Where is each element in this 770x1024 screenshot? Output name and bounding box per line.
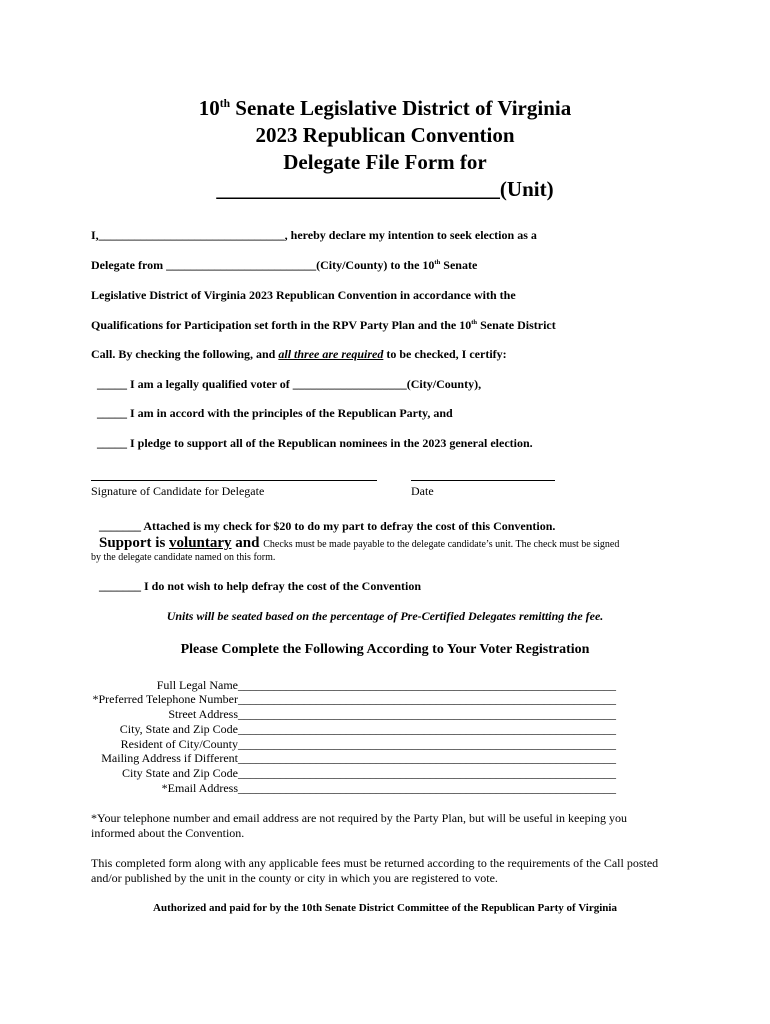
- full-legal-name-label: Full Legal Name: [156, 678, 238, 692]
- title-number: 10: [198, 96, 220, 120]
- title-district: Senate Legislative District of Virginia: [230, 96, 572, 120]
- city-state-zip-field[interactable]: _______________________________________________________________: [238, 722, 616, 736]
- mailing-city-field[interactable]: _______________________________________________________________: [238, 766, 616, 780]
- mailing-address-field[interactable]: _______________________________________________________________: [238, 751, 616, 765]
- street-address-label: Street Address: [168, 707, 238, 721]
- email-field[interactable]: _______________________________________________________________: [238, 781, 616, 795]
- certify-text: to be checked, I certify:: [383, 347, 507, 361]
- qualifications-text: Qualifications for Participation set forth in the RPV Party Plan and the 10: [91, 318, 472, 332]
- sup-th: th: [471, 319, 478, 326]
- check-attached-line[interactable]: _______ Attached is my check for $20 to do my part to defray the cost of this Convention.: [99, 519, 556, 533]
- email-label: *Email Address: [161, 781, 238, 795]
- delegate-from-text: Delegate from _________________________(City/County) to the 10: [91, 258, 435, 272]
- resident-label: Resident of City/County: [120, 737, 238, 751]
- return-instructions: This completed form along with any applicable fees must be returned according to the requirements of the Call posted and/or published by the unit in the county or city in which you are registered to vote.: [91, 856, 659, 885]
- declaration-line-4: [91, 318, 556, 333]
- resident-field[interactable]: _______________________________________________________________: [238, 737, 616, 751]
- seating-note: Units will be seated based on the percentage of Pre-Certified Delegates remitting the fee.: [166, 609, 604, 623]
- checks-note: Checks must be made payable to the delegate candidate’s unit. The check must be signed: [263, 539, 620, 550]
- unit-blank[interactable]: ___________________________: [216, 177, 500, 201]
- title-line-3: Delegate File Form for: [283, 150, 487, 174]
- city-state-zip-label: City, State and Zip Code: [119, 722, 238, 736]
- title-line-4: [0, 176, 770, 203]
- authorized-by: Authorized and paid for by the 10th Senate District Committee of the Republican Party of Virginia: [153, 902, 617, 914]
- declaration-line-3: Legislative District of Virginia 2023 Republican Convention in accordance with the: [91, 288, 516, 302]
- telephone-label: *Preferred Telephone Number: [92, 692, 238, 706]
- sup-th: th: [434, 259, 441, 266]
- certification-voter[interactable]: _____ I am a legally qualified voter of ___________________(City/County),: [97, 377, 482, 391]
- senate-district-text: Senate District: [477, 318, 556, 332]
- telephone-field[interactable]: _______________________________________________________________: [238, 692, 616, 706]
- signature-label: Signature of Candidate for Delegate: [91, 484, 265, 498]
- date-label: Date: [411, 484, 434, 498]
- certification-pledge[interactable]: _____ I pledge to support all of the Republican nominees in the 2023 general election.: [97, 436, 533, 450]
- optional-fields-note: *Your telephone number and email address are not required by the Party Plan, but will be useful in keeping you informed about the Convention.: [91, 811, 627, 840]
- title-line-1: [0, 95, 770, 122]
- title-sup: th: [219, 98, 231, 110]
- decline-fee-line[interactable]: _______ I do not wish to help defray the cost of the Convention: [99, 579, 422, 593]
- required-emphasis: all three are required: [278, 347, 384, 361]
- declaration-line-5: [91, 347, 507, 362]
- full-legal-name-field[interactable]: _______________________________________________________________: [238, 678, 616, 692]
- declaration-line-2[interactable]: [91, 258, 477, 273]
- call-text: Call. By checking the following, and: [91, 347, 279, 361]
- registration-heading: Please Complete the Following According to Your Voter Registration: [180, 642, 590, 657]
- date-line[interactable]: [411, 480, 555, 481]
- and-word: and: [231, 535, 264, 551]
- street-address-field[interactable]: _______________________________________________________________: [238, 707, 616, 721]
- support-word: Support is: [99, 535, 170, 551]
- checks-note-cont: by the delegate candidate named on this form.: [91, 552, 276, 563]
- certification-principles[interactable]: _____ I am in accord with the principles of the Republican Party, and: [97, 406, 453, 420]
- voluntary-word: voluntary: [169, 535, 232, 551]
- unit-label: (Unit): [499, 177, 554, 201]
- senate-text: Senate: [440, 258, 478, 272]
- mailing-address-label: Mailing Address if Different: [101, 751, 238, 765]
- title-line-2: 2023 Republican Convention: [255, 123, 515, 147]
- declaration-line-1[interactable]: I,_______________________________, hereby declare my intention to seek election as a: [91, 228, 537, 242]
- mailing-city-label: City State and Zip Code: [122, 766, 238, 780]
- signature-line[interactable]: [91, 480, 377, 481]
- support-line: [99, 535, 619, 552]
